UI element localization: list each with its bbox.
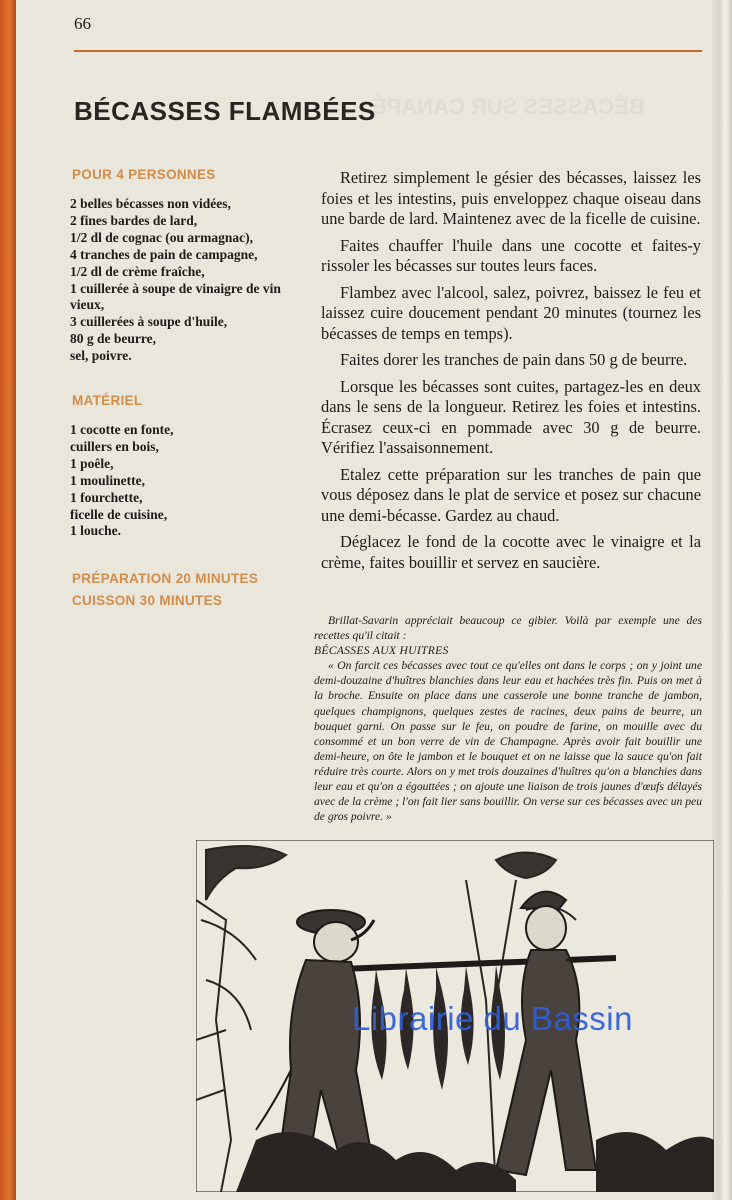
equipment-item: 1 louche. [70,523,122,539]
equipment-item: 1 poêle, [70,455,114,471]
instruction-paragraph: Flambez avec l'alcool, salez, poivrez, baissez le feu et laissez cuire doucement pendant 20 minutes (tournez les bécasses de temps en temps). [321,282,701,343]
ingredient-list [70,196,306,365]
ingredient-item: 1 cuillerée à soupe de vinaigre de vin vieux, [70,280,281,313]
equipment-item: 1 cocotte en fonte, [70,422,174,437]
instruction-paragraph: Etalez cette préparation sur les tranches de pain que vous déposez dans le plat de service et posez sur chacune une demi-bécasse. Gardez au chaud. [321,464,701,525]
servings-heading: POUR 4 PERSONNES [72,167,216,182]
ingredient-item: 2 belles bécasses non vidées, [70,196,231,211]
ingredient-item: 4 tranches de pain de campagne, [70,246,258,262]
quote-subtitle: BÉCASSES AUX HUITRES [314,644,449,658]
equipment-heading: MATÉRIEL [72,393,143,408]
ingredient-item: 1/2 dl de crème fraîche, [70,263,205,279]
ingredient-item: sel, poivre. [70,348,132,364]
instruction-paragraph: Retirez simplement le gésier des bécasses, laissez les foies et les intestins, puis enveloppez chaque oiseau dans une barde de lard. Maintenez avec de la ficelle de cuisine. [321,168,701,228]
instruction-paragraph: Faites dorer les tranches de pain dans 50 g de beurre. [340,350,688,369]
instruction-paragraph: Faites chauffer l'huile dans une cocotte et faites-y rissoler les bécasses sur toutes leurs faces. [321,235,701,275]
page-number: 66 [74,14,91,33]
ingredient-item: 1/2 dl de cognac (ou armagnac), [70,229,253,245]
header-rule [74,50,702,52]
ingredient-item: 80 g de beurre, [70,331,156,347]
recipe-title: BÉCASSES FLAMBÉES [74,96,376,126]
equipment-list [70,422,306,540]
ingredient-item: 3 cuillerées à soupe d'huile, [70,314,228,330]
cooking-time: CUISSON 30 MINUTES [72,593,223,608]
equipment-item: cuillers en bois, [70,438,159,454]
book-spine-edge [0,0,16,1200]
equipment-item: 1 fourchette, [70,489,143,505]
instruction-paragraph: Déglacez le fond de la cocotte avec le vinaigre et la crème, faites bouillir et servez en saucière. [321,532,701,572]
instructions [321,168,701,579]
instruction-paragraph: Lorsque les bécasses sont cuites, partagez-les en deux dans le sens de la longueur. Retirez les foies et intestins. Écrasez ceux-ci en pommade avec 30 g de beurre. Vérifiez l'assaisonnement. [321,376,701,457]
equipment-item: 1 moulinette, [70,472,145,488]
equipment-item: ficelle de cuisine, [70,506,168,522]
watermark-text: Librairie du Bassin [352,1000,633,1037]
quote-text: « On farcit ces bécasses avec tout ce qu'elles ont dans le corps ; on y joint une demi-douzaine d'huîtres blanchies dans leur eau et hachées très fin. Puis on met à la broche. Ensuite on place dans une casserole une bonne tranche de jambon, quelques champignons, quelques zestes de racines, deux pains de beurre, un bouquet garni. On passe sur le feu, on poudre de farine, on mouille avec du consommé et un bon verre de vin de Champagne. Après avoir fait bouillir une demi-heure, on ôte le jambon et le bouquet et on ne laisse que la sauce qu'on fait réduire très courte. Alors on y met trois douzaines d'huîtres qu'on a blanchies dans leur eau et qu'on a égouttées ; on ajoute une liaison de trois jaunes d'œufs délayés avec de la crème ; l'on fait lier sans bouillir. On verse sur ces bécasses avec un peu de gros poivre. » [314,659,702,824]
ingredient-item: 2 fines bardes de lard, [70,212,198,228]
preparation-time: PRÉPARATION 20 MINUTES [72,571,259,586]
show-through-text: BÉCASSES SUR CANAPÉ [372,94,645,119]
quote-intro: Brillat-Savarin appréciait beaucoup ce gibier. Voilà par exemple une des recettes qu'il citait : [314,614,702,643]
historical-quote [314,613,702,824]
